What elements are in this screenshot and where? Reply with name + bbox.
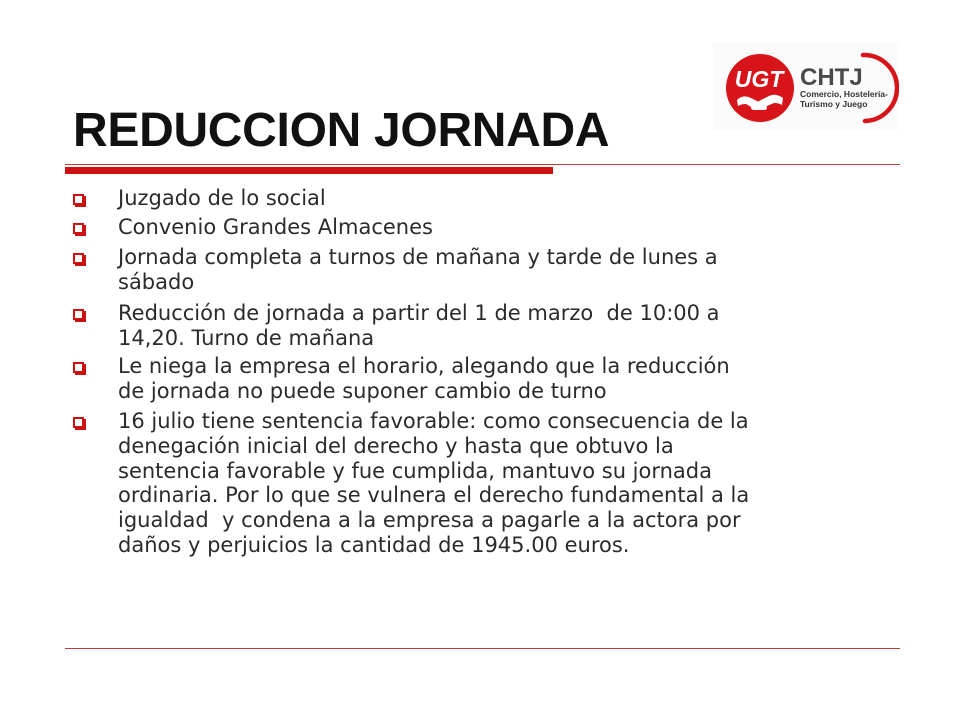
slide-title: REDUCCION JORNADA: [73, 104, 610, 157]
logo-subtitle-line1: Comercio, Hostelería-: [800, 89, 888, 99]
bullet-text-line: sábado: [118, 269, 195, 294]
logo-graphic: [713, 42, 899, 130]
bullet-text-line: ordinaria. Por lo que se vulnera el derecho fundamental a la: [118, 483, 750, 508]
bullet-item: [0, 245, 900, 295]
logo-red-arc: [863, 55, 897, 121]
bullet-text-line: Reducción de jornada a partir del 1 de marzo de 10:00 a: [118, 301, 720, 325]
footer-divider: [65, 648, 900, 649]
bullet-item: [0, 215, 900, 240]
bullet-item: [0, 301, 900, 351]
ugt-emblem-text: UGT: [734, 66, 784, 92]
bullet-text-line: Convenio Grandes Almacenes: [118, 215, 433, 239]
square-bullet-icon: [73, 362, 84, 373]
logo-subtitle-line2: Turismo y Juego: [800, 99, 868, 109]
bullet-text-line: Jornada completa a turnos de mañana y tarde de lunes a: [118, 245, 718, 269]
square-bullet-icon: [73, 253, 84, 264]
title-underline-thin: [65, 164, 900, 165]
bullet-text-line: Juzgado de lo social: [118, 186, 326, 210]
bullet-item: [0, 409, 900, 558]
square-bullet-icon: [73, 194, 84, 205]
bullet-text-line: sentencia favorable y fue cumplida, mantuvo su jornada: [118, 458, 712, 483]
bullet-text-line: 14,20. Turno de mañana: [118, 325, 375, 350]
square-bullet-icon: [73, 223, 84, 234]
title-underline-bar: [65, 167, 553, 174]
chtj-name: CHTJ: [800, 64, 863, 91]
bullet-text-line: 16 julio tiene sentencia favorable: como consecuencia de la: [118, 409, 749, 433]
bullet-text-line: denegación inicial del derecho y hasta que obtuvo la: [118, 433, 674, 458]
square-bullet-icon: [73, 417, 84, 428]
bullet-text-line: de jornada no puede suponer cambio de turno: [118, 378, 607, 403]
ugt-chtj-logo: [713, 42, 899, 130]
bullet-item: [0, 354, 900, 404]
square-bullet-icon: [73, 309, 84, 320]
bullet-text-line: igualdad y condena a la empresa a pagarle a la actora por: [118, 508, 741, 533]
bullet-text-line: daños y perjuicios la cantidad de 1945.00 euros.: [118, 532, 630, 557]
bullet-item: [0, 186, 900, 211]
bullet-text-line: Le niega la empresa el horario, alegando que la reducción: [118, 354, 730, 378]
